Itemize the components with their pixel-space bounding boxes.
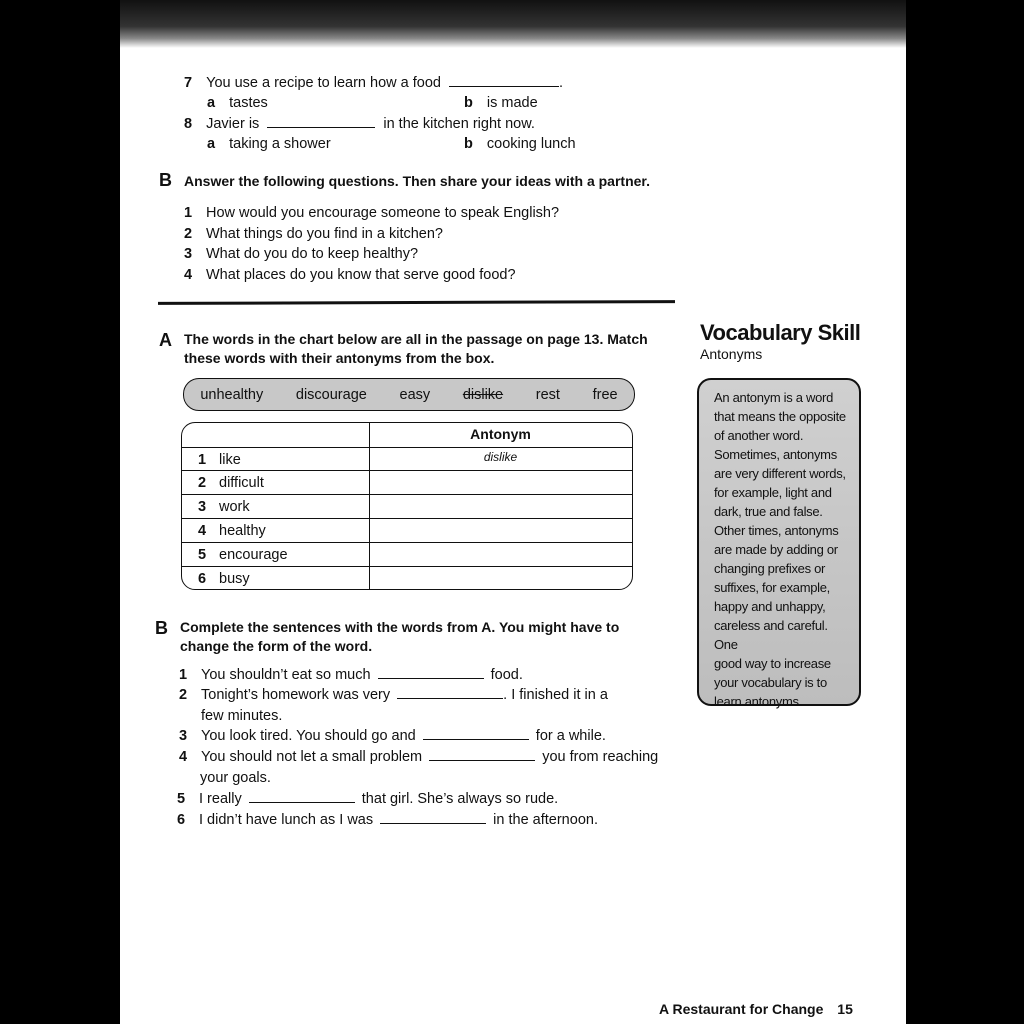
vocab-line: good way to increase [714,656,831,671]
vocab-line: learn antonyms. [714,694,802,709]
row-antonym[interactable] [369,521,632,541]
question-text: What do you do to keep healthy? [206,246,419,262]
word-box-item: unhealthy [200,386,264,403]
vocab-line: Sometimes, antonyms [714,447,837,462]
vocab-skill-text [714,388,854,711]
question-number: 4 [184,266,193,283]
sentence-number: 1 [179,667,188,683]
table-row [182,470,632,494]
option-text: is made [486,95,538,111]
item-8-option-b[interactable] [464,136,576,152]
question-number: 3 [184,246,193,262]
answer-blank[interactable] [380,811,486,824]
vocab-line: careless and careful. One [714,618,828,652]
scan-border-right [906,0,1024,1024]
list-item [184,265,559,286]
word-box-item: free [592,386,618,403]
sentence-text-cont: . I finished it in a [503,687,608,703]
sentence-text: I really [199,791,242,807]
sentence-number: 6 [177,812,186,828]
option-label: b [464,95,473,111]
question-number: 1 [184,205,193,221]
question-list [184,203,559,285]
instruction-line: Complete the sentences with the words from A. You might have to [180,619,620,635]
instruction-line: change the form of the word. [180,638,373,654]
option-label: a [207,136,216,152]
item-8 [184,115,535,132]
sentence-number: 5 [177,791,186,807]
row-word: like [219,452,241,468]
item-number: 8 [184,116,193,132]
row-antonym[interactable] [369,545,632,565]
sentence-number: 3 [179,728,188,744]
option-label: a [207,95,216,111]
sentence-text: You should not let a small problem [201,749,423,765]
row-antonym[interactable] [369,473,632,493]
vocab-line: are made by adding or [714,542,838,557]
item-7 [184,74,563,91]
vocab-line: Other times, antonyms [714,523,839,538]
vocab-line: changing prefixes or [714,561,826,576]
vocab-line: your vocabulary is to [714,675,827,690]
item-text: Javier is [206,116,260,132]
sentence-text-wrap: your goals. [200,770,271,786]
sentence-text-cont: food. [490,667,523,683]
sentence-number: 2 [179,687,188,703]
answer-blank[interactable] [449,74,559,87]
row-word: busy [219,571,250,587]
option-text: tastes [229,95,268,111]
answer-blank[interactable] [378,666,484,679]
vocab-line: suffixes, for example, [714,580,830,595]
item-7-option-b[interactable] [464,95,538,111]
vocab-skill-subtitle: Antonyms [700,346,763,362]
sentence-text-cont: in the afternoon. [493,812,598,828]
vocab-line: happy and unhappy, [714,599,826,614]
row-number: 4 [198,523,207,539]
section-instruction [184,330,648,368]
row-number: 2 [198,475,207,491]
sentence-5 [177,790,558,807]
vocab-line: An antonym is a word [714,390,834,405]
row-word: difficult [219,475,264,491]
option-label: b [464,136,473,152]
section-letter: B [155,618,168,638]
row-number: 1 [198,452,207,468]
item-7-option-a[interactable] [207,95,268,111]
list-item [184,224,559,245]
option-text: taking a shower [229,136,331,152]
word-box [183,378,635,411]
question-text: How would you encourage someone to speak English? [206,205,560,221]
instruction-line: The words in the chart below are all in the passage on page 13. Match [184,331,648,347]
table-row [182,518,632,542]
word-box-item: easy [399,386,431,403]
sentence-4 [179,748,658,765]
question-text: What things do you find in a kitchen? [206,225,443,242]
vocab-line: dark, true and false. [714,504,823,519]
question-text: What places do you know that serve good food? [206,266,516,283]
antonym-table [181,422,633,590]
item-punct: . [559,75,564,91]
row-number: 3 [198,499,207,515]
instruction-line: these words with their antonyms from the box. [184,350,495,366]
list-item [184,244,559,265]
sentence-text: You look tired. You should go and [201,728,416,744]
table-row [182,447,632,471]
sentence-1 [179,666,523,683]
row-number: 5 [198,547,207,563]
section-instruction: Answer the following questions. Then share your ideas with a partner. [184,173,650,189]
word-box-item: discourage [295,386,367,403]
row-word: encourage [219,547,288,563]
answer-blank[interactable] [429,748,535,761]
sentence-2 [179,686,608,703]
answer-blank[interactable] [249,790,355,803]
vocab-skill-box [697,378,861,709]
option-text: cooking lunch [486,136,576,152]
sentence-text: You shouldn’t eat so much [201,667,371,683]
footer-title: A Restaurant for Change [659,1001,824,1017]
scan-border-left [0,0,120,1024]
answer-blank[interactable] [423,727,529,740]
row-antonym[interactable] [369,497,632,517]
item-8-option-a[interactable] [207,136,331,152]
sentence-text: I didn’t have lunch as I was [199,812,374,828]
word-box-item-struck: dislike [462,386,504,403]
word-box-item: rest [535,386,560,403]
section-letter: B [159,170,172,190]
sentence-3 [179,727,606,744]
row-number: 6 [198,571,207,587]
row-antonym[interactable]: dislike [483,450,518,464]
item-text: You use a recipe to learn how a food [206,75,441,91]
page-footer [659,1001,853,1017]
section-instruction [180,618,619,656]
table-row [182,542,632,566]
vocab-line: are very different words, [714,466,846,481]
sentence-text-cont: for a while. [535,728,606,744]
question-number: 2 [184,225,193,242]
vocab-line: that means the opposite [714,409,846,424]
sentence-text: Tonight’s homework was very [201,687,391,703]
answer-blank[interactable] [267,115,375,128]
section-letter: A [159,330,172,350]
row-antonym[interactable] [369,569,632,589]
scan-shadow-top [120,0,906,48]
vocab-line: of another word. [714,428,804,443]
table-row [182,566,632,590]
sentence-text-cont: that girl. She’s always so rude. [361,791,559,807]
sentence-text-wrap: few minutes. [201,708,283,724]
item-text-cont: in the kitchen right now. [383,116,535,132]
vocab-skill-title: Vocabulary Skill [700,320,861,345]
item-number: 7 [184,75,193,91]
sentence-number: 4 [179,749,188,765]
list-item [184,203,559,224]
page-number: 15 [837,1001,853,1017]
answer-blank[interactable] [397,686,503,699]
sentence-6 [177,811,598,828]
row-word: healthy [219,523,266,539]
sentence-text-cont: you from reaching [542,749,659,765]
table-header: Antonym [470,426,531,442]
table-row [182,494,632,518]
vocab-line: for example, light and [714,485,832,500]
row-word: work [219,499,250,515]
